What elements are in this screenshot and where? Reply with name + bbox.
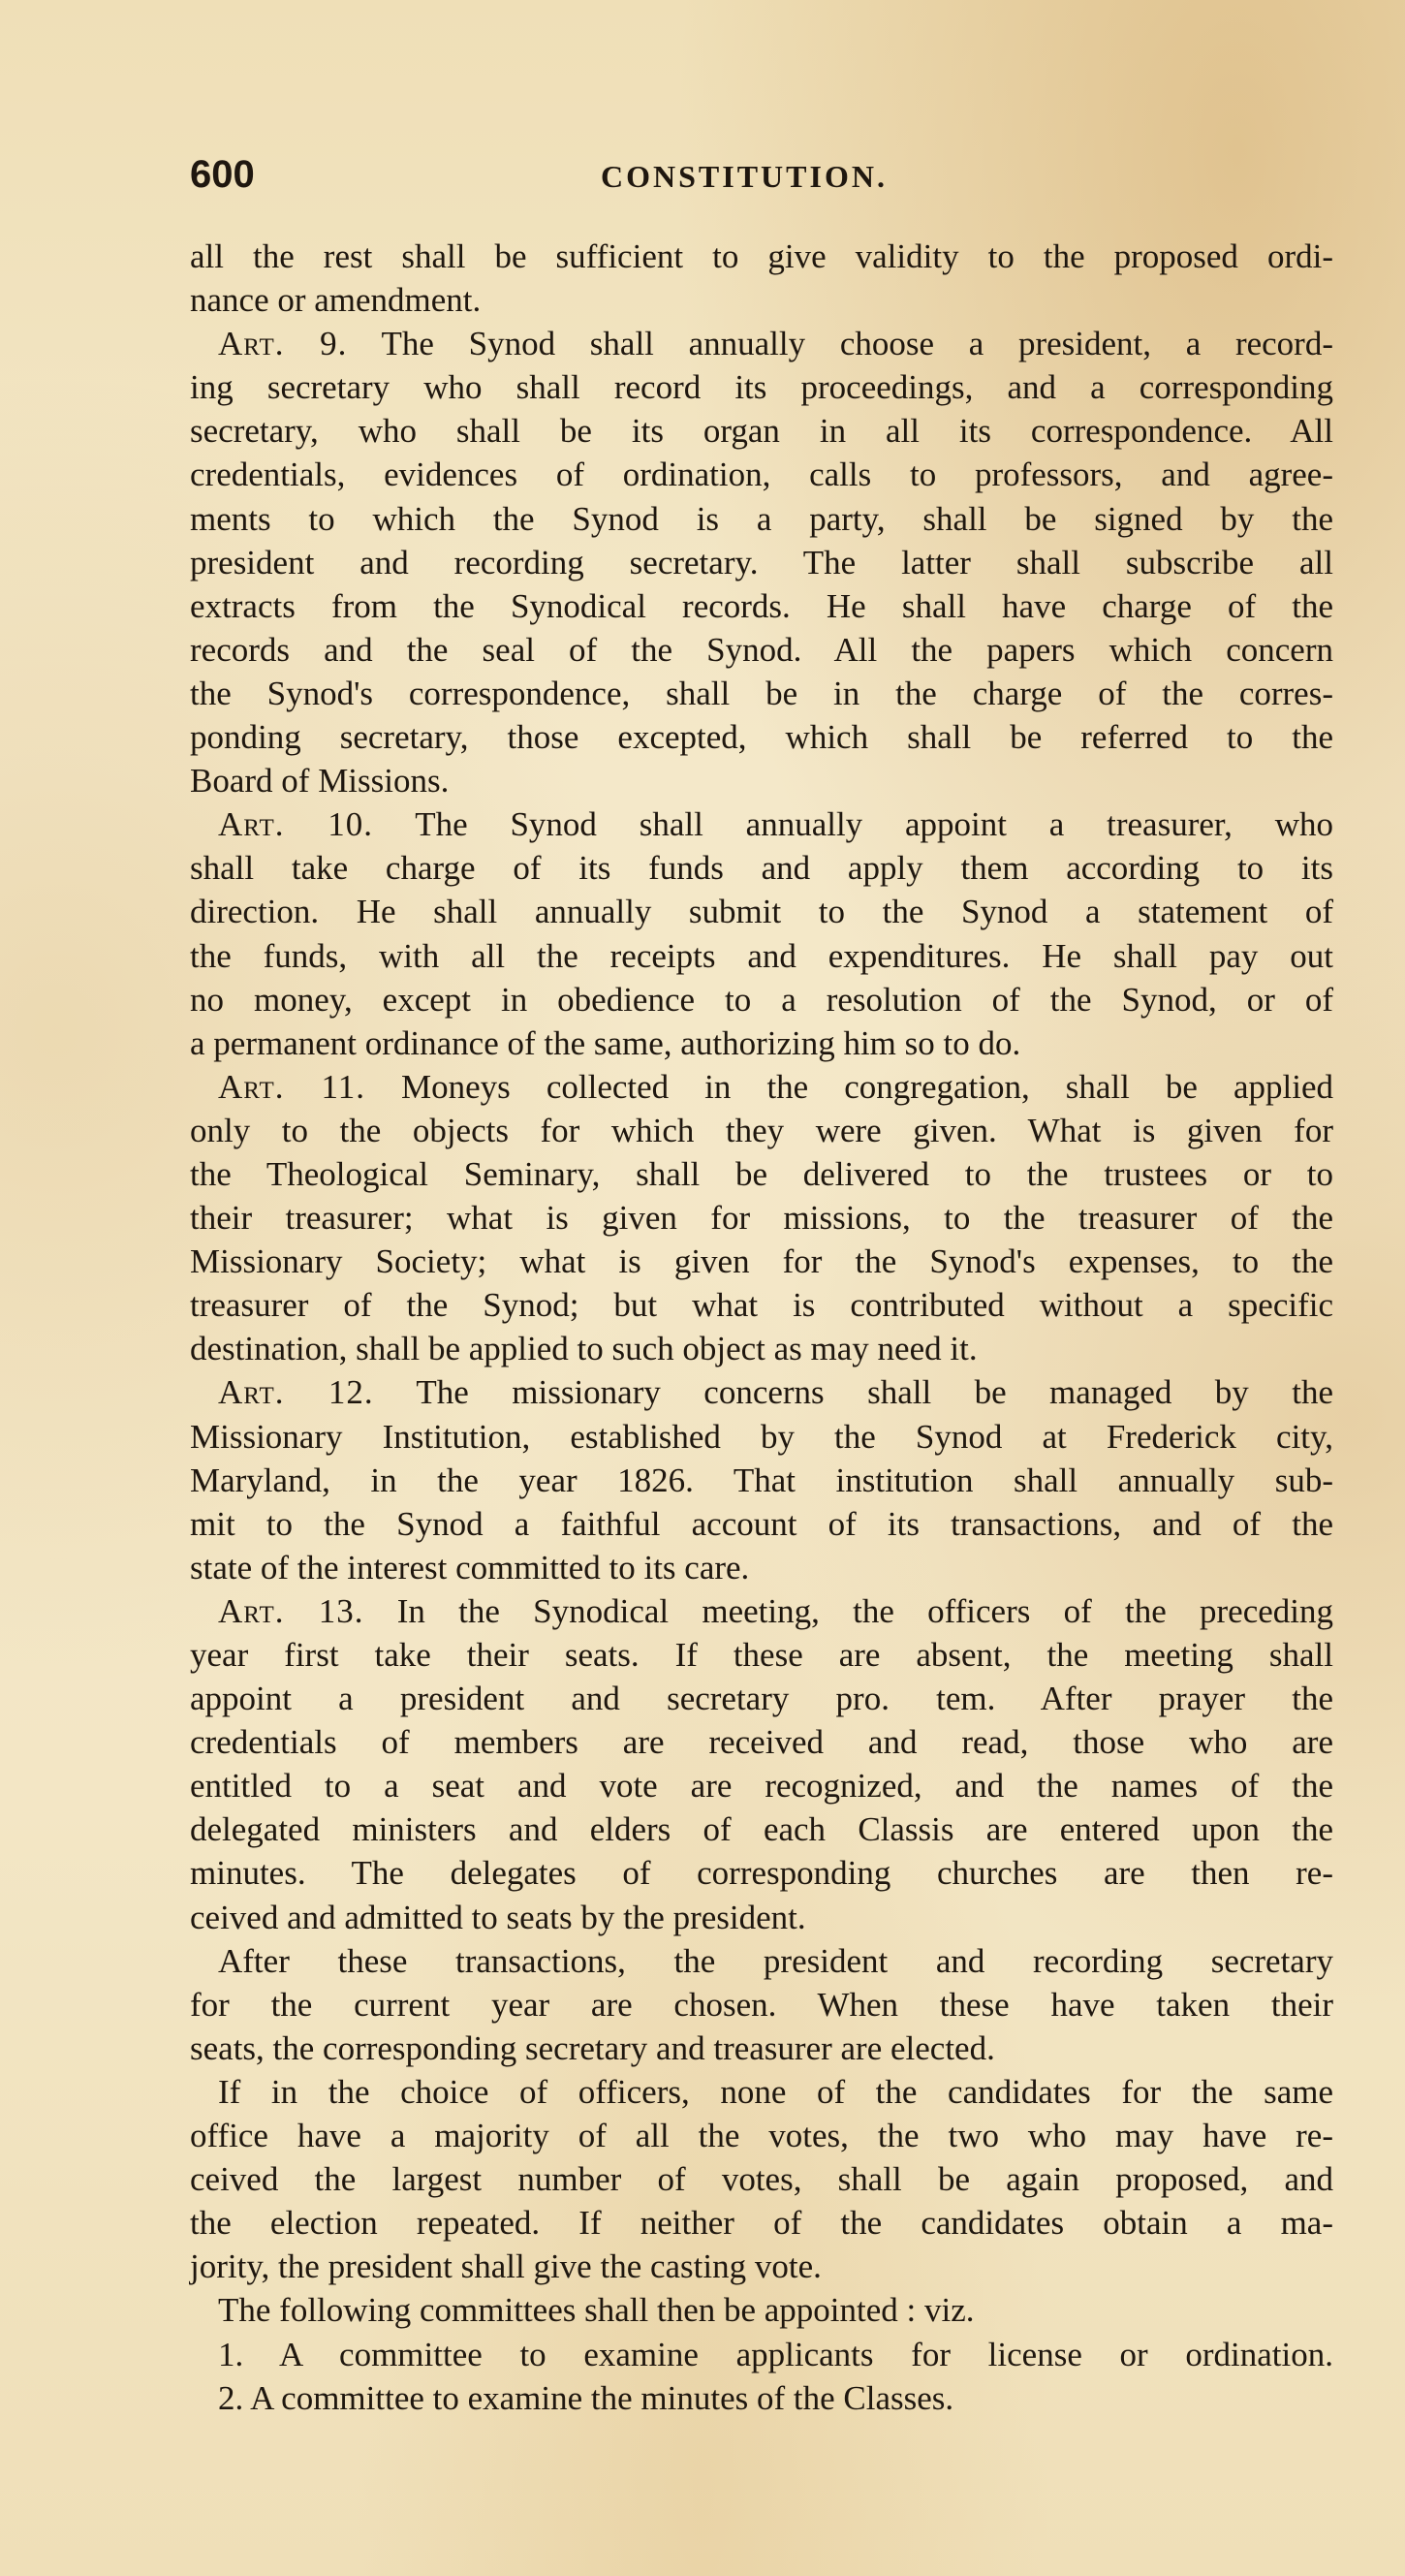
- line-text: Maryland, in the year 1826. That institution shall annually sub-: [190, 1461, 1333, 1499]
- text-line: [190, 584, 1333, 628]
- line-text: ments to which the Synod is a party, shall be signed by the: [190, 499, 1333, 538]
- text-line: [190, 1240, 1333, 1283]
- text-line: [190, 1327, 1333, 1370]
- article-label: Art. 13.: [218, 1591, 364, 1630]
- line-text: Missionary Society; what is given for the Synod's expenses, to the: [190, 1242, 1333, 1281]
- text-line: [190, 759, 1333, 802]
- line-text: 2. A committee to examine the minutes of the Classes.: [218, 2378, 954, 2417]
- line-text: office have a majority of all the votes, the two who may have re-: [190, 2117, 1333, 2155]
- text-line: [190, 1633, 1333, 1677]
- page-number: 600: [190, 153, 255, 196]
- article-line: [190, 1370, 1333, 1414]
- line-text: their treasurer; what is given for missions, to the treasurer of the: [190, 1199, 1333, 1238]
- text-line: [190, 1546, 1333, 1589]
- text-line: [190, 409, 1333, 453]
- line-text: The missionary concerns shall be managed by the: [373, 1373, 1333, 1412]
- line-text: president and recording secretary. The latter shall subscribe all: [190, 543, 1333, 581]
- line-text: jority, the president shall give the casting vote.: [190, 2247, 822, 2286]
- line-text: After these transactions, the president and recording secretary: [218, 1941, 1333, 1980]
- text-line: [190, 1152, 1333, 1196]
- article-line: [190, 1589, 1333, 1633]
- text-line: [190, 2070, 1333, 2114]
- line-text: Moneys collected in the congregation, shall be applied: [364, 1067, 1333, 1106]
- text-line: [190, 1109, 1333, 1152]
- line-text: state of the interest committed to its care.: [190, 1548, 750, 1586]
- line-text: appoint a president and secretary pro. tem. After prayer the: [190, 1680, 1333, 1718]
- text-line: [190, 1677, 1333, 1720]
- article-line: [190, 802, 1333, 846]
- article-label: Art. 10.: [218, 805, 374, 844]
- text-line: [190, 1896, 1333, 1939]
- line-text: Missionary Institution, established by the Synod at Frederick city,: [190, 1417, 1333, 1456]
- line-text: Board of Missions.: [190, 762, 450, 801]
- text-line: [190, 2376, 1333, 2420]
- line-text: records and the seal of the Synod. All the papers which concern: [190, 630, 1333, 669]
- line-text: mit to the Synod a faithful account of its transactions, and of the: [190, 1504, 1333, 1543]
- line-text: secretary, who shall be its organ in all its correspondence. All: [190, 412, 1333, 451]
- text-line: [190, 1021, 1333, 1065]
- line-text: shall take charge of its funds and apply them according to its: [190, 849, 1333, 888]
- text-line: [190, 672, 1333, 715]
- text-line: [190, 1196, 1333, 1240]
- line-text: direction. He shall annually submit to the Synod a statement of: [190, 893, 1333, 931]
- text-line: [190, 2026, 1333, 2070]
- line-text: no money, except in obedience to a resolution of the Synod, or of: [190, 980, 1333, 1019]
- body-text: [190, 235, 1333, 2420]
- text-line: [190, 1720, 1333, 1764]
- text-line: [190, 2201, 1333, 2245]
- line-text: entitled to a seat and vote are recognized, and the names of the: [190, 1767, 1333, 1806]
- line-text: a permanent ordinance of the same, authorizing him so to do.: [190, 1023, 1021, 1062]
- line-text: treasurer of the Synod; but what is contributed without a specific: [190, 1286, 1333, 1325]
- text-line: [190, 978, 1333, 1021]
- text-line: [190, 541, 1333, 584]
- article-label: Art. 11.: [218, 1067, 365, 1106]
- line-text: all the rest shall be sufficient to give validity to the proposed ordi-: [190, 237, 1333, 275]
- line-text: the funds, with all the receipts and expenditures. He shall pay out: [190, 936, 1333, 975]
- text-line: [190, 1764, 1333, 1807]
- line-text: seats, the corresponding secretary and treasurer are elected.: [190, 2028, 995, 2067]
- line-text: 1. A committee to examine applicants for license or ordination.: [218, 2335, 1333, 2373]
- text-line: [190, 365, 1333, 409]
- text-line: [190, 2333, 1333, 2376]
- line-text: The following committees shall then be appointed : viz.: [218, 2291, 975, 2330]
- line-text: ceived the largest number of votes, shall be again proposed, and: [190, 2160, 1333, 2199]
- text-line: [190, 1983, 1333, 2026]
- text-line: [190, 1939, 1333, 1983]
- text-line: [190, 1283, 1333, 1327]
- text-line: [190, 2114, 1333, 2157]
- line-text: credentials, evidences of ordination, calls to professors, and agree-: [190, 456, 1333, 494]
- text-line: [190, 1851, 1333, 1895]
- text-line: [190, 1459, 1333, 1502]
- line-text: In the Synodical meeting, the officers of the preceding: [363, 1591, 1333, 1630]
- text-line: [190, 890, 1333, 933]
- text-line: [190, 1415, 1333, 1459]
- line-text: The Synod shall annually choose a president, a record-: [347, 325, 1333, 363]
- line-text: for the current year are chosen. When these have taken their: [190, 1985, 1333, 2024]
- line-text: credentials of members are received and read, those who are: [190, 1723, 1333, 1762]
- line-text: delegated ministers and elders of each Classis are entered upon the: [190, 1810, 1333, 1849]
- line-text: the Theological Seminary, shall be delivered to the trustees or to: [190, 1154, 1333, 1193]
- running-head: [190, 153, 1333, 211]
- running-title: CONSTITUTION.: [601, 159, 888, 194]
- line-text: The Synod shall annually appoint a treasurer, who: [373, 805, 1333, 844]
- article-line: [190, 322, 1333, 365]
- line-text: only to the objects for which they were given. What is given for: [190, 1111, 1333, 1149]
- line-text: ponding secretary, those excepted, which shall be referred to the: [190, 718, 1333, 757]
- text-line: [190, 628, 1333, 672]
- line-text: minutes. The delegates of corresponding churches are then re-: [190, 1854, 1333, 1893]
- article-label: Art. 9.: [218, 325, 348, 363]
- article-label: Art. 12.: [218, 1373, 374, 1412]
- text-line: [190, 715, 1333, 759]
- text-line: [190, 497, 1333, 541]
- line-text: ceived and admitted to seats by the president.: [190, 1898, 806, 1936]
- text-line: [190, 278, 1333, 322]
- text-line: [190, 235, 1333, 278]
- line-text: ing secretary who shall record its proceedings, and a corresponding: [190, 368, 1333, 407]
- line-text: If in the choice of officers, none of the candidates for the same: [218, 2072, 1333, 2111]
- line-text: nance or amendment.: [190, 281, 482, 320]
- text-line: [190, 1502, 1333, 1546]
- text-line: [190, 846, 1333, 890]
- line-text: extracts from the Synodical records. He shall have charge of the: [190, 586, 1333, 625]
- text-line: [190, 1807, 1333, 1851]
- text-line: [190, 2288, 1333, 2332]
- text-line: [190, 934, 1333, 978]
- line-text: destination, shall be applied to such object as may need it.: [190, 1330, 978, 1368]
- line-text: year first take their seats. If these are absent, the meeting shall: [190, 1636, 1333, 1674]
- text-line: [190, 2157, 1333, 2201]
- line-text: the election repeated. If neither of the candidates obtain a ma-: [190, 2204, 1333, 2243]
- line-text: the Synod's correspondence, shall be in the charge of the corres-: [190, 674, 1333, 712]
- text-line: [190, 453, 1333, 496]
- text-line: [190, 2245, 1333, 2288]
- article-line: [190, 1065, 1333, 1109]
